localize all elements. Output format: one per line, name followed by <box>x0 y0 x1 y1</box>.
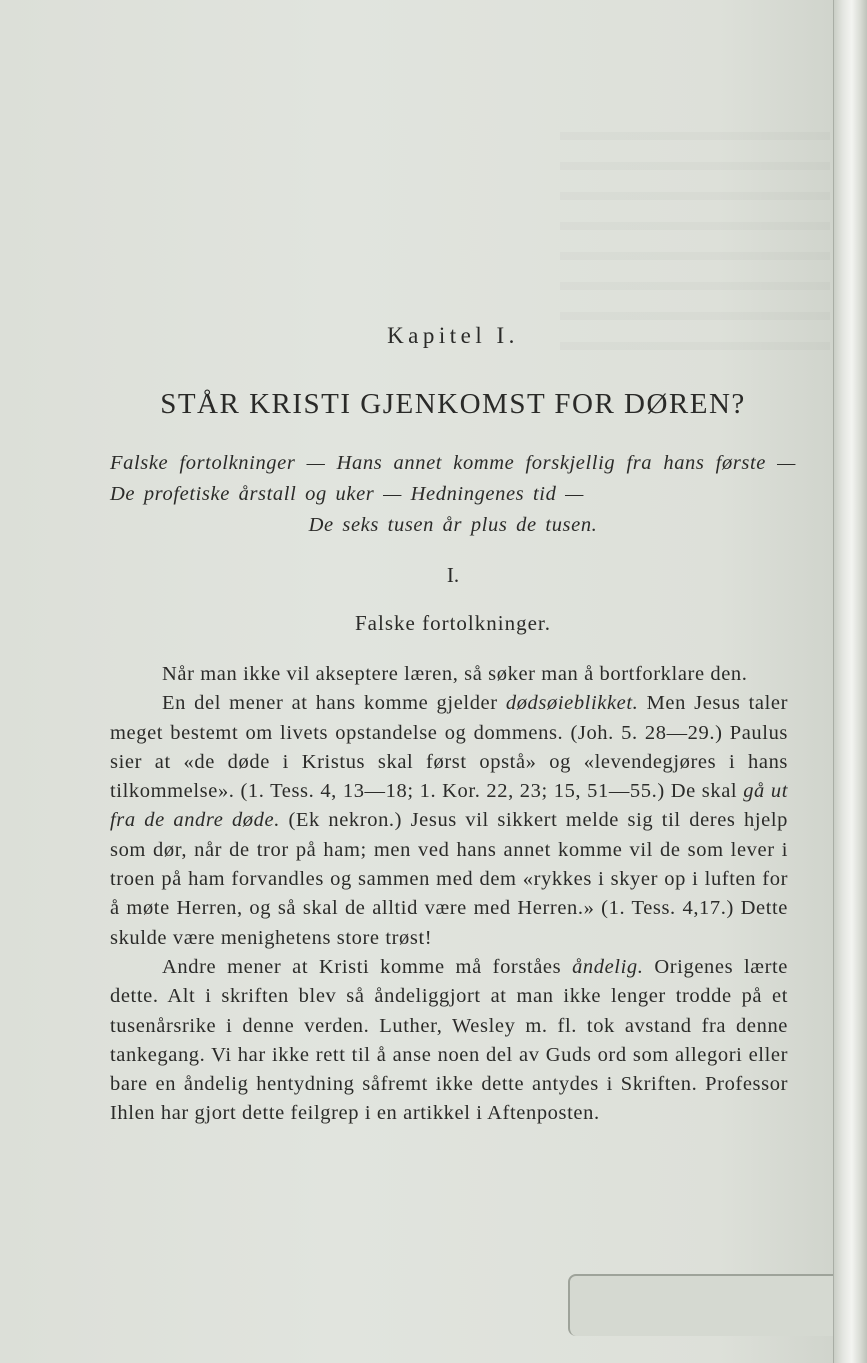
paragraph-1-text: Når man ikke vil akseptere læren, så søker man å bortforklare den. <box>162 663 748 685</box>
paragraph-3-emphasis-1: åndelig. <box>572 955 644 978</box>
paragraph-3-text-b: Origenes lærte dette. Alt i skriften blev så åndeliggjort at man ikke lenger trodde på et tusenårsrike i denne verden. Luther, Wesley m. fl. tok avstand fra denne tankegang. Vi har ikke rett til å anse noen del av Guds ord som allegori eller bare en åndelig hentydning såfremt ikke dette antydes i Skriften. Professor Ihlen har gjort dette feilgrep i en artikkel i Aftenposten. <box>110 955 788 1125</box>
chapter-title: STÅR KRISTI GJENKOMST FOR DØREN? <box>160 388 746 420</box>
library-stamp-frame <box>568 1274 833 1336</box>
book-spine <box>833 0 867 1363</box>
section-title: Falske fortolkninger. <box>355 611 551 635</box>
paragraph-2-text-c: (Ek nekron.) Jesus vil sikkert melde sig til deres hjelp som dør, når de tror på ham; men ved hans annet komme vil de som lever i troen på ham forvandles og sammen med dem «rykkes i skyer op i luften for å møte Herren, og så skal de alltid være med Herren.» (1. Tess. 4,17.) Dette skulde være menighetens store trøst! <box>110 809 788 949</box>
paragraph-3-text-a: Andre mener at Kristi komme må forståes <box>162 955 573 978</box>
summary-text-2: De seks tusen år plus de tusen. <box>308 514 598 536</box>
paragraph-2 <box>110 689 788 953</box>
section-number: I. <box>446 563 460 587</box>
paragraph-2-text-a: En del mener at hans komme gjelder <box>162 692 506 715</box>
summary-text-1: Falske fortolkninger — Hans annet komme forskjellig fra hans første — De profetiske årstall og uker — Hedningenes tid — <box>110 452 796 505</box>
body-text <box>110 660 788 1129</box>
paragraph-2-emphasis-1: dødsøieblikket. <box>505 692 639 715</box>
chapter-summary <box>110 448 796 541</box>
paragraph-2-text-b: Men Jesus taler meget bestemt om livets opstandelse og dommens. (Joh. 5. 28—29.) Paulus sier at «de døde i Kristus skal først opstå» og «levendegjøres i hans tilkommelse». (1. Tess. 4, 13—18; 1. Kor. 22, 23; 15, 51—55.) De skal <box>110 692 788 803</box>
paragraph-1 <box>110 660 788 689</box>
chapter-label: Kapitel I. <box>387 323 519 348</box>
paragraph-2-emphasis-2: gå ut fra de andre døde. <box>110 780 788 832</box>
paragraph-3 <box>110 953 788 1129</box>
